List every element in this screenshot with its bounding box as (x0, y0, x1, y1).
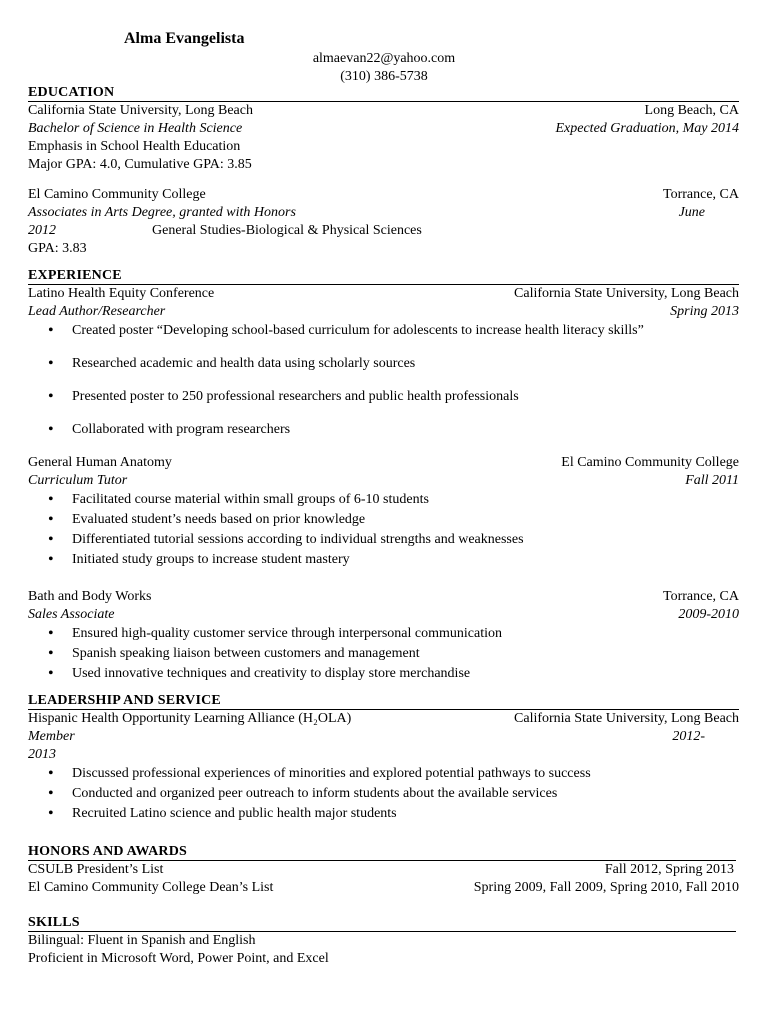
job-header (28, 454, 739, 472)
leadership-place: California State University, Long Beach (514, 711, 739, 726)
field-of-study: General Studies-Biological & Physical Sciences (152, 223, 422, 238)
list-item: • Evaluated student’s needs based on prior knowledge (28, 510, 739, 530)
list-item: • Researched academic and health data using scholarly sources (28, 354, 739, 387)
gpa: GPA: 3.83 (28, 241, 87, 256)
education-row (28, 204, 739, 222)
section-heading: EXPERIENCE (28, 267, 739, 285)
honor-row (28, 879, 739, 897)
education-row (28, 156, 739, 174)
job-date: Fall 2011 (685, 473, 739, 488)
skill-row (28, 950, 739, 968)
contact-phone: (310) 386-5738 (340, 69, 428, 84)
job-bullets (28, 490, 739, 570)
leadership-header (28, 710, 739, 728)
leadership-date-start: 2012- (672, 729, 705, 744)
skill-item: Proficient in Microsoft Word, Power Point, and Excel (28, 951, 329, 966)
candidate-name: Alma Evangelista (124, 30, 245, 47)
education-row (28, 138, 739, 156)
job-role-row (28, 303, 739, 321)
list-item: • Facilitated course material within small groups of 6-10 students (28, 490, 739, 510)
section-heading: LEADERSHIP AND SERVICE (28, 692, 739, 710)
leadership-bullets (28, 764, 739, 824)
education-row (28, 222, 739, 240)
job-org: Latino Health Equity Conference (28, 286, 215, 301)
honor-name: CSULB President’s List (28, 862, 164, 877)
leadership-date-end: 2013 (28, 747, 56, 762)
leadership-role: Member (28, 729, 75, 744)
job-bath-body (28, 588, 739, 684)
honor-name: El Camino Community College Dean’s List (28, 880, 274, 895)
school-location: Torrance, CA (663, 187, 739, 202)
list-item: • Ensured high-quality customer service through interpersonal communication (28, 624, 739, 644)
job-role: Lead Author/Researcher (28, 304, 166, 319)
leadership-role-row (28, 728, 739, 746)
graduation-month: June (678, 205, 705, 220)
honor-dates: Fall 2012, Spring 2013 (604, 862, 734, 877)
job-bullets (28, 624, 739, 684)
education-section (28, 84, 739, 174)
honor-dates: Spring 2009, Fall 2009, Spring 2010, Fall 2010 (473, 880, 739, 895)
list-item: • Used innovative techniques and creativity to display store merchandise (28, 664, 739, 684)
school-name: California State University, Long Beach (28, 103, 253, 118)
list-item: • Recruited Latino science and public health major students (28, 804, 739, 824)
section-heading: EDUCATION (28, 84, 739, 102)
list-item: • Spanish speaking liaison between customers and management (28, 644, 739, 664)
job-header (28, 588, 739, 606)
degree: Associates in Arts Degree, granted with Honors (28, 205, 296, 220)
list-item: • Initiated study groups to increase student mastery (28, 550, 739, 570)
list-item: • Differentiated tutorial sessions according to individual strengths and weaknesses (28, 530, 739, 550)
graduation-year: 2012 (28, 223, 56, 238)
leadership-date-row (28, 746, 739, 764)
experience-section (28, 267, 739, 453)
job-place: California State University, Long Beach (514, 286, 739, 301)
job-place: Torrance, CA (663, 589, 739, 604)
skills-section (28, 914, 739, 968)
education-row (28, 240, 739, 258)
list-item: • Presented poster to 250 professional researchers and public health professionals (28, 387, 739, 420)
job-role-row (28, 472, 739, 490)
graduation-date: Expected Graduation, May 2014 (555, 121, 739, 136)
job-bullets (28, 321, 739, 453)
list-item: • Discussed professional experiences of minorities and explored potential pathways to success (28, 764, 739, 784)
job-role: Curriculum Tutor (28, 473, 128, 488)
leadership-org: Hispanic Health Opportunity Learning Alliance (H₂OLA) (28, 711, 352, 726)
job-role: Sales Associate (28, 607, 115, 622)
education-row (28, 102, 739, 120)
degree: Bachelor of Science in Health Science (28, 121, 243, 136)
job-org: Bath and Body Works (28, 589, 152, 604)
section-heading: SKILLS (28, 914, 736, 932)
school-location: Long Beach, CA (644, 103, 739, 118)
honors-section (28, 843, 739, 897)
education-row (28, 120, 739, 138)
emphasis: Emphasis in School Health Education (28, 139, 241, 154)
education-ecc (28, 186, 739, 258)
list-item: • Created poster “Developing school-based curriculum for adolescents to increase health literacy skills” (28, 321, 739, 354)
contact-email: almaevan22@yahoo.com (312, 51, 456, 66)
job-date: Spring 2013 (670, 304, 739, 319)
education-row (28, 186, 739, 204)
job-org: General Human Anatomy (28, 455, 172, 470)
list-item: • Collaborated with program researchers (28, 420, 739, 453)
school-name: El Camino Community College (28, 187, 206, 202)
job-header (28, 285, 739, 303)
gpa: Major GPA: 4.0, Cumulative GPA: 3.85 (28, 157, 252, 172)
section-heading: HONORS AND AWARDS (28, 843, 736, 861)
job-anatomy (28, 454, 739, 570)
skill-item: Bilingual: Fluent in Spanish and English (28, 933, 256, 948)
leadership-section (28, 692, 739, 824)
job-role-row (28, 606, 739, 624)
skill-row (28, 932, 739, 950)
job-date: 2009-2010 (678, 607, 739, 622)
honor-row (28, 861, 739, 879)
job-place: El Camino Community College (561, 455, 739, 470)
list-item: • Conducted and organized peer outreach to inform students about the available services (28, 784, 739, 804)
